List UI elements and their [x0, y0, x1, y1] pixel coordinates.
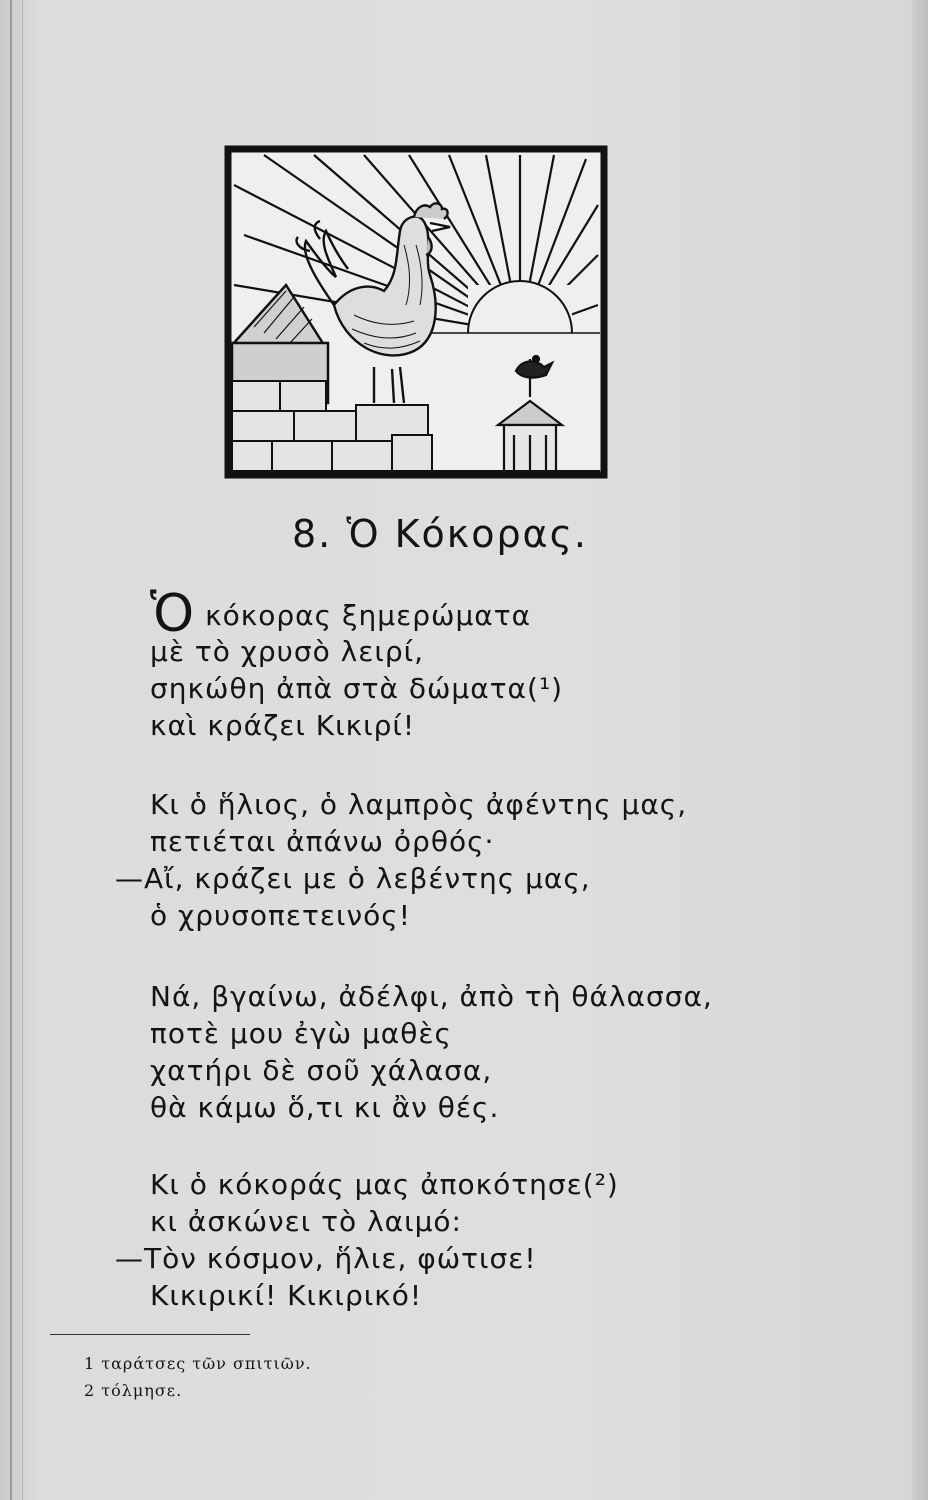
footnote-divider — [50, 1334, 250, 1335]
poem-title: 8. Ὁ Κόκορας. — [291, 512, 588, 556]
footnote-1: 1 ταράτσες τῶν σπιτιῶν. — [84, 1354, 312, 1373]
poem-line: κι ἀσκώνει τὸ λαιμό: — [150, 1205, 462, 1238]
page-spine-shadow — [22, 0, 23, 1500]
poem-line: ποτὲ μου ἐγὼ μαθὲς — [150, 1017, 452, 1050]
stanza-1 — [150, 584, 564, 744]
poem-line: Νά, βγαίνω, ἀδέλφι, ἀπὸ τὴ θάλασσα, — [150, 980, 713, 1013]
poem-line: Κι ὁ κόκοράς μας ἀποκότησε(²) — [150, 1168, 619, 1201]
poem-line: θὰ κάμω ὅ,τι κι ἂν θές. — [150, 1091, 500, 1124]
poem-line: σηκώθη ἀπὰ στὰ δώματα(¹) — [150, 672, 564, 705]
footnotes — [84, 1350, 312, 1404]
page-edge — [912, 0, 928, 1500]
drop-cap: Ὁ — [150, 584, 196, 644]
stanza-3 — [150, 978, 713, 1126]
poem-line: πετιέται ἀπάνω ὀρθός· — [150, 825, 495, 858]
stanza-2 — [115, 786, 688, 934]
poem-line: Ὁκόκορας ξημερώματα — [150, 584, 532, 644]
poem-line: Κι ὁ ἥλιος, ὁ λαμπρὸς ἀφέντης μας, — [150, 788, 688, 821]
poem-line: χατήρι δὲ σοῦ χάλασα, — [150, 1054, 493, 1087]
poem-line: ὁ χρυσοπετεινός! — [150, 899, 411, 932]
poem-line: Κικιρικί! Κικιρικό! — [150, 1279, 423, 1312]
poem-line: καὶ κράζει Κικιρί! — [150, 709, 416, 742]
page-spine — [10, 0, 12, 1500]
poem-line: —Τὸν κόσμον, ἥλιε, φώτισε! — [115, 1242, 537, 1275]
poem-line: μὲ τὸ χρυσὸ λειρί, — [150, 635, 424, 668]
poem-line: —Αἴ, κράζει με ὁ λεβέντης μας, — [115, 862, 591, 895]
rooster-sunrise-illustration — [224, 145, 608, 479]
footnote-2: 2 τόλμησε. — [84, 1381, 183, 1400]
stanza-4 — [115, 1166, 619, 1314]
